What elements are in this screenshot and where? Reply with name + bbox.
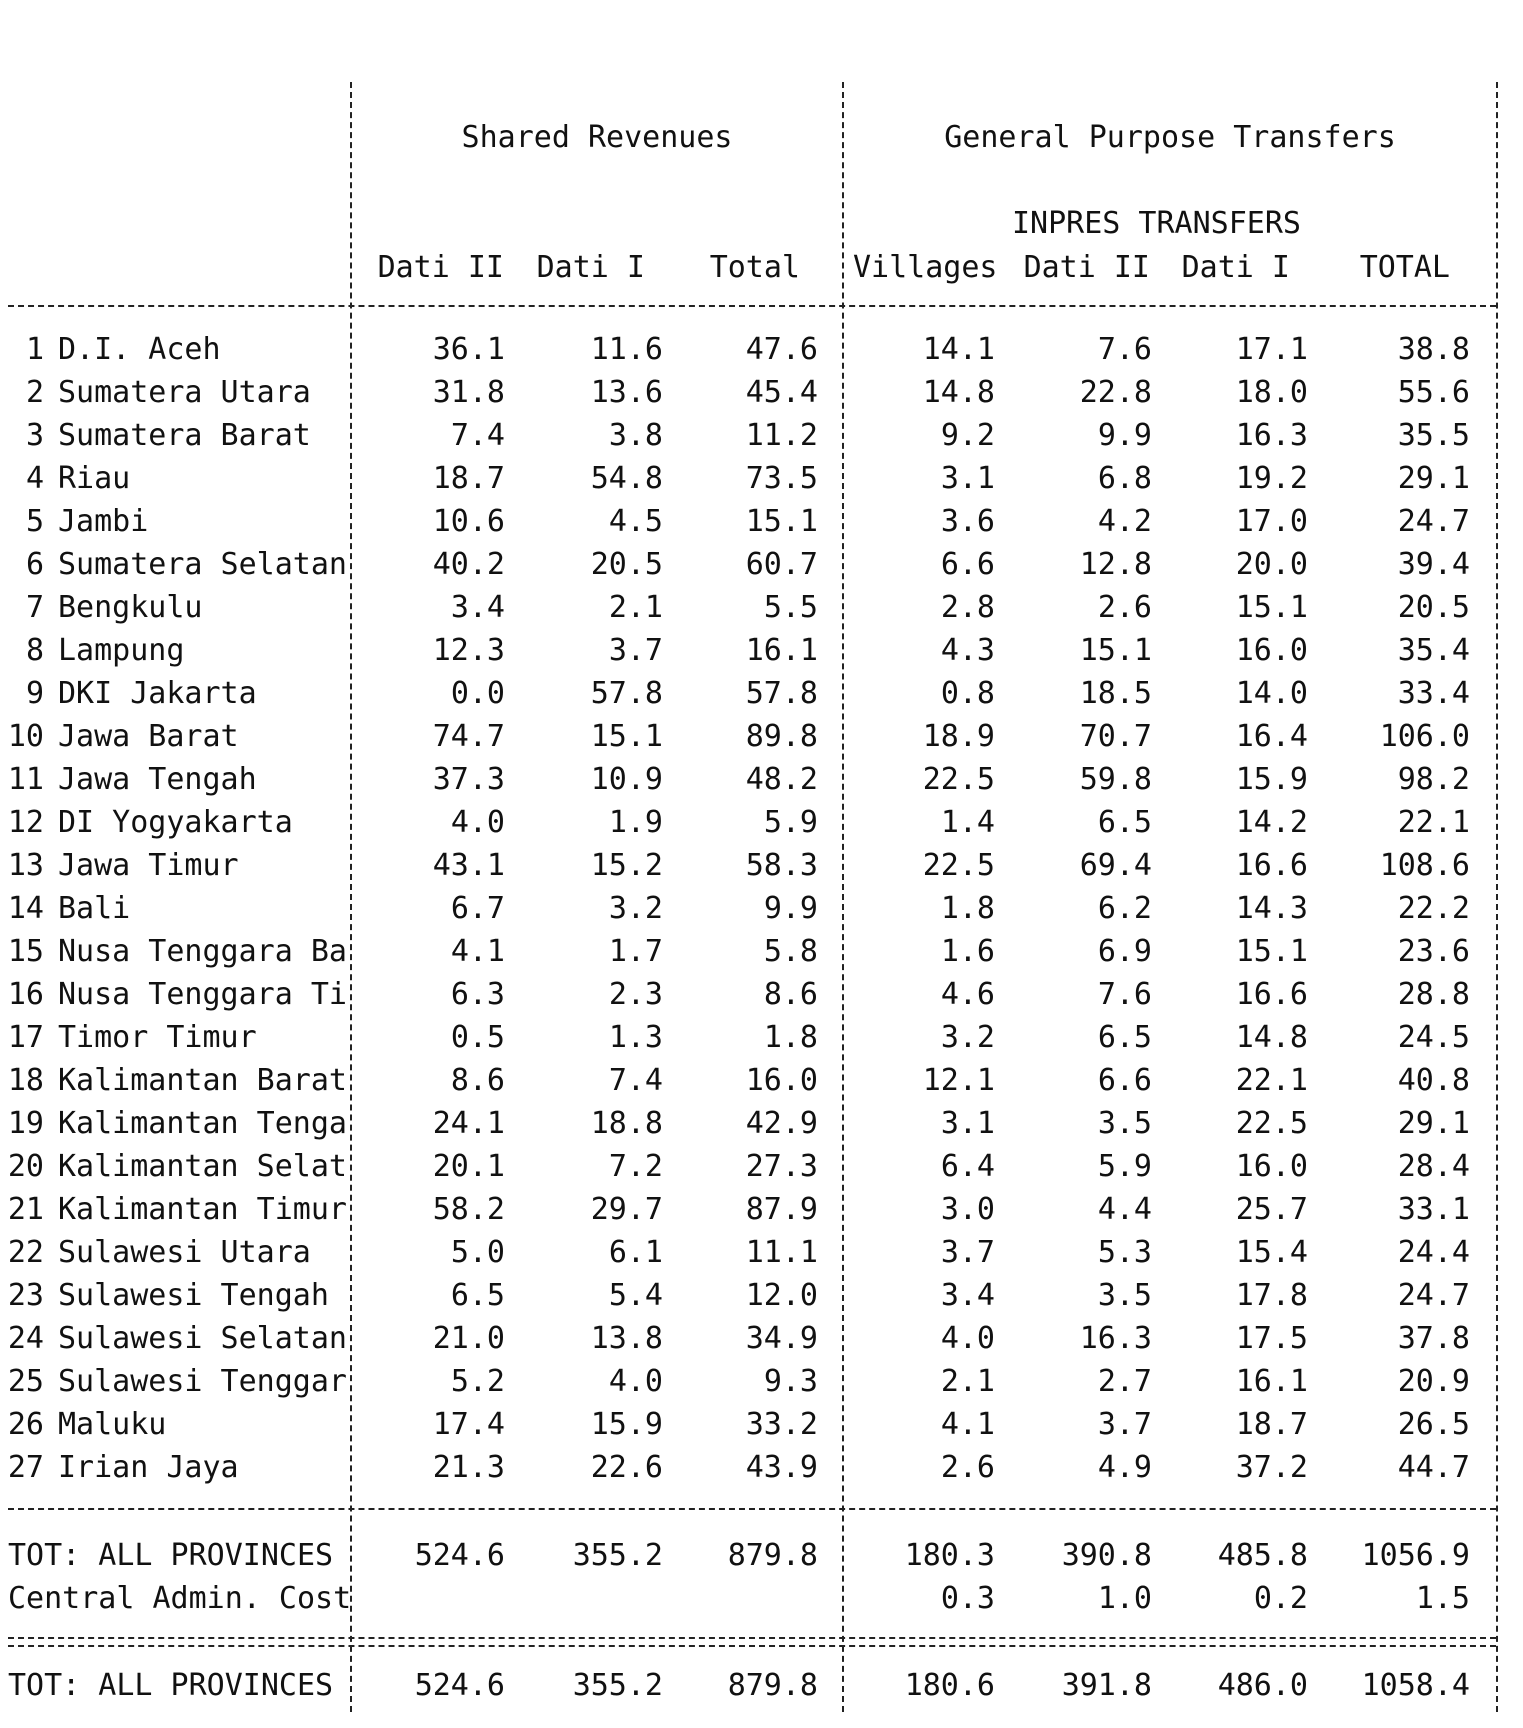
table-cell: 2.8	[940, 590, 995, 625]
total-cell: 390.8	[1061, 1538, 1152, 1573]
table-cell: 7.6	[1097, 977, 1152, 1012]
table-cell: 1.8	[940, 891, 995, 926]
province-name: DI Yogyakarta	[58, 805, 293, 840]
table-cell: 3.4	[940, 1278, 995, 1313]
table-cell: 17.1	[1235, 332, 1308, 367]
province-name: Bali	[58, 891, 131, 926]
table-cell: 27.3	[745, 1149, 818, 1184]
table-cell: 6.8	[1097, 461, 1152, 496]
table-cell: 3.7	[940, 1235, 995, 1270]
province-name: Nusa Tenggara Ti	[58, 977, 347, 1012]
table-cell: 1.3	[608, 1020, 663, 1055]
table-cell: 9.2	[940, 418, 995, 453]
table-cell: 12.8	[1079, 547, 1152, 582]
table-cell: 28.8	[1397, 977, 1470, 1012]
row-number: 21	[7, 1192, 44, 1227]
total-cell: 1.0	[1097, 1581, 1152, 1616]
table-cell: 18.5	[1079, 676, 1152, 711]
table-cell: 33.4	[1397, 676, 1470, 711]
table-cell: 25.7	[1235, 1192, 1308, 1227]
table-cell: 4.1	[450, 934, 505, 969]
table-cell: 4.0	[450, 805, 505, 840]
province-name: Jawa Tengah	[58, 762, 257, 797]
table-cell: 15.1	[590, 719, 663, 754]
row-number: 23	[7, 1278, 44, 1313]
table-cell: 3.7	[1097, 1407, 1152, 1442]
table-cell: 35.5	[1397, 418, 1470, 453]
table-cell: 15.1	[1235, 934, 1308, 969]
total-cell: 1056.9	[1361, 1538, 1470, 1573]
table-cell: 6.5	[1097, 1020, 1152, 1055]
table-cell: 15.4	[1235, 1235, 1308, 1270]
table-cell: 11.1	[745, 1235, 818, 1270]
province-name: Lampung	[58, 633, 185, 668]
table-cell: 48.2	[745, 762, 818, 797]
table-cell: 3.1	[940, 1106, 995, 1141]
table-cell: 12.0	[745, 1278, 818, 1313]
general-purpose-heading: General Purpose Transfers	[944, 120, 1396, 155]
grand-total-cell: 1058.4	[1361, 1668, 1470, 1703]
table-cell: 22.8	[1079, 375, 1152, 410]
table-cell: 20.0	[1235, 547, 1308, 582]
province-name: Jawa Timur	[58, 848, 239, 883]
table-cell: 2.6	[940, 1450, 995, 1485]
table-cell: 33.1	[1397, 1192, 1470, 1227]
table-cell: 3.8	[608, 418, 663, 453]
table-cell: 22.2	[1397, 891, 1470, 926]
table-cell: 2.1	[608, 590, 663, 625]
table-cell: 1.7	[608, 934, 663, 969]
table-cell: 5.9	[763, 805, 818, 840]
row-number: 10	[7, 719, 44, 754]
province-name: Sulawesi Tenggar	[58, 1364, 347, 1399]
table-cell: 2.7	[1097, 1364, 1152, 1399]
total-cell: 355.2	[572, 1538, 663, 1573]
table-cell: 1.6	[940, 934, 995, 969]
table-cell: 7.6	[1097, 332, 1152, 367]
table-cell: 28.4	[1397, 1149, 1470, 1184]
row-number: 16	[7, 977, 44, 1012]
col-header-total: Total	[709, 250, 800, 285]
table-cell: 37.2	[1235, 1450, 1308, 1485]
table-cell: 6.2	[1097, 891, 1152, 926]
table-cell: 108.6	[1379, 848, 1470, 883]
table-cell: 0.5	[450, 1020, 505, 1055]
table-cell: 29.7	[590, 1192, 663, 1227]
table-cell: 42.9	[745, 1106, 818, 1141]
totals-divider	[8, 1508, 1496, 1510]
table-cell: 3.0	[940, 1192, 995, 1227]
table-cell: 74.7	[432, 719, 505, 754]
row-number: 18	[7, 1063, 44, 1098]
table-cell: 15.1	[1079, 633, 1152, 668]
table-cell: 6.4	[940, 1149, 995, 1184]
table-cell: 59.8	[1079, 762, 1152, 797]
row-number: 15	[7, 934, 44, 969]
row-number: 4	[25, 461, 44, 496]
table-cell: 16.1	[745, 633, 818, 668]
table-cell: 98.2	[1397, 762, 1470, 797]
table-cell: 58.2	[432, 1192, 505, 1227]
table-cell: 40.8	[1397, 1063, 1470, 1098]
table-cell: 5.9	[1097, 1149, 1152, 1184]
table-cell: 14.2	[1235, 805, 1308, 840]
table-cell: 2.6	[1097, 590, 1152, 625]
table-cell: 18.9	[922, 719, 995, 754]
table-cell: 6.7	[450, 891, 505, 926]
table-cell: 5.4	[608, 1278, 663, 1313]
table-cell: 15.1	[745, 504, 818, 539]
table-cell: 43.1	[432, 848, 505, 883]
table-cell: 73.5	[745, 461, 818, 496]
table-cell: 17.5	[1235, 1321, 1308, 1356]
table-cell: 5.2	[450, 1364, 505, 1399]
table-cell: 16.0	[745, 1063, 818, 1098]
grand-total-cell: 524.6	[414, 1668, 505, 1703]
table-cell: 2.3	[608, 977, 663, 1012]
column-separator-right	[1496, 82, 1498, 1712]
table-cell: 18.7	[432, 461, 505, 496]
table-cell: 89.8	[745, 719, 818, 754]
province-name: Jawa Barat	[58, 719, 239, 754]
table-cell: 24.1	[432, 1106, 505, 1141]
row-number: 2	[25, 375, 44, 410]
table-cell: 17.8	[1235, 1278, 1308, 1313]
row-number: 27	[7, 1450, 44, 1485]
table-cell: 24.4	[1397, 1235, 1470, 1270]
row-number: 22	[7, 1235, 44, 1270]
province-name: Sulawesi Utara	[58, 1235, 311, 1270]
province-name: D.I. Aceh	[58, 332, 221, 367]
table-cell: 16.6	[1235, 977, 1308, 1012]
col-header-inpres-dati1: Dati I	[1181, 250, 1290, 285]
table-cell: 43.9	[745, 1450, 818, 1485]
table-cell: 15.2	[590, 848, 663, 883]
total-cell: 879.8	[727, 1538, 818, 1573]
table-cell: 14.8	[1235, 1020, 1308, 1055]
province-name: Timor Timur	[58, 1020, 257, 1055]
grand-total-cell: 486.0	[1217, 1668, 1308, 1703]
province-name: Kalimantan Selat	[58, 1149, 347, 1184]
province-name: Sumatera Barat	[58, 418, 311, 453]
table-cell: 8.6	[763, 977, 818, 1012]
row-number: 25	[7, 1364, 44, 1399]
table-cell: 39.4	[1397, 547, 1470, 582]
table-cell: 20.5	[590, 547, 663, 582]
table-cell: 45.4	[745, 375, 818, 410]
grand-total-cell: 391.8	[1061, 1668, 1152, 1703]
grand-total-cell: 355.2	[572, 1668, 663, 1703]
table-cell: 6.1	[608, 1235, 663, 1270]
table-cell: 15.9	[590, 1407, 663, 1442]
row-number: 6	[25, 547, 44, 582]
table-cell: 35.4	[1397, 633, 1470, 668]
table-cell: 9.3	[763, 1364, 818, 1399]
table-cell: 4.5	[608, 504, 663, 539]
table-cell: 10.9	[590, 762, 663, 797]
row-number: 3	[25, 418, 44, 453]
row-number: 5	[25, 504, 44, 539]
table-cell: 13.8	[590, 1321, 663, 1356]
table-cell: 20.1	[432, 1149, 505, 1184]
table-cell: 7.4	[608, 1063, 663, 1098]
table-cell: 22.5	[922, 762, 995, 797]
table-cell: 16.6	[1235, 848, 1308, 883]
table-cell: 7.2	[608, 1149, 663, 1184]
table-cell: 22.1	[1235, 1063, 1308, 1098]
table-cell: 34.9	[745, 1321, 818, 1356]
col-header-villages: Villages	[853, 250, 998, 285]
table-cell: 36.1	[432, 332, 505, 367]
province-name: Jambi	[58, 504, 149, 539]
table-cell: 24.5	[1397, 1020, 1470, 1055]
table-cell: 4.4	[1097, 1192, 1152, 1227]
row-number: 14	[7, 891, 44, 926]
table-cell: 14.0	[1235, 676, 1308, 711]
table-cell: 5.0	[450, 1235, 505, 1270]
table-cell: 16.4	[1235, 719, 1308, 754]
table-cell: 54.8	[590, 461, 663, 496]
col-header-dati2: Dati II	[377, 250, 504, 285]
table-cell: 14.8	[922, 375, 995, 410]
grand-total-cell: 879.8	[727, 1668, 818, 1703]
table-cell: 11.6	[590, 332, 663, 367]
row-number: 11	[7, 762, 44, 797]
row-number: 9	[25, 676, 44, 711]
province-name: Irian Jaya	[58, 1450, 239, 1485]
table-cell: 15.9	[1235, 762, 1308, 797]
table-cell: 106.0	[1379, 719, 1470, 754]
province-name: Sulawesi Tengah	[58, 1278, 329, 1313]
table-cell: 17.0	[1235, 504, 1308, 539]
row-number: 1	[25, 332, 44, 367]
table-cell: 16.3	[1235, 418, 1308, 453]
table-cell: 16.1	[1235, 1364, 1308, 1399]
province-name: Kalimantan Tenga	[58, 1106, 347, 1141]
table-cell: 6.3	[450, 977, 505, 1012]
table-cell: 57.8	[590, 676, 663, 711]
grand-total-label: TOT: ALL PROVINCES	[8, 1668, 334, 1703]
row-number: 7	[25, 590, 44, 625]
double-rule-lower	[8, 1645, 1496, 1647]
table-cell: 3.6	[940, 504, 995, 539]
grand-total-cell: 180.6	[904, 1668, 995, 1703]
province-name: Sulawesi Selatan	[58, 1321, 347, 1356]
province-name: Bengkulu	[58, 590, 203, 625]
table-cell: 9.9	[763, 891, 818, 926]
table-cell: 6.6	[1097, 1063, 1152, 1098]
row-number: 8	[25, 633, 44, 668]
table-cell: 3.2	[940, 1020, 995, 1055]
table-cell: 19.2	[1235, 461, 1308, 496]
table-cell: 3.2	[608, 891, 663, 926]
table-cell: 40.2	[432, 547, 505, 582]
row-number: 20	[7, 1149, 44, 1184]
table-cell: 37.8	[1397, 1321, 1470, 1356]
double-rule	[8, 1637, 1496, 1639]
table-cell: 0.8	[940, 676, 995, 711]
table-cell: 29.1	[1397, 461, 1470, 496]
row-number: 26	[7, 1407, 44, 1442]
row-number: 12	[7, 805, 44, 840]
table-cell: 4.6	[940, 977, 995, 1012]
table-cell: 23.6	[1397, 934, 1470, 969]
table-cell: 3.5	[1097, 1106, 1152, 1141]
table-cell: 5.5	[763, 590, 818, 625]
total-cell: 0.2	[1253, 1581, 1308, 1616]
table-cell: 16.0	[1235, 633, 1308, 668]
table-cell: 1.4	[940, 805, 995, 840]
table-cell: 29.1	[1397, 1106, 1470, 1141]
table-cell: 17.4	[432, 1407, 505, 1442]
column-separator-left	[350, 82, 352, 1712]
table-cell: 5.8	[763, 934, 818, 969]
province-name: Sumatera Utara	[58, 375, 311, 410]
shared-revenues-heading: Shared Revenues	[461, 120, 733, 155]
province-name: Riau	[58, 461, 131, 496]
table-cell: 13.6	[590, 375, 663, 410]
table-cell: 3.1	[940, 461, 995, 496]
table-cell: 4.9	[1097, 1450, 1152, 1485]
table-cell: 16.3	[1079, 1321, 1152, 1356]
row-number: 24	[7, 1321, 44, 1356]
table-cell: 24.7	[1397, 504, 1470, 539]
row-number: 17	[7, 1020, 44, 1055]
inpres-heading: INPRES TRANSFERS	[1012, 206, 1301, 241]
column-separator-middle	[842, 82, 844, 1712]
table-cell: 12.3	[432, 633, 505, 668]
table-cell: 11.2	[745, 418, 818, 453]
table-cell: 3.4	[450, 590, 505, 625]
col-header-inpres-dati2: Dati II	[1023, 250, 1150, 285]
table-cell: 7.4	[450, 418, 505, 453]
province-name: Kalimantan Timur	[58, 1192, 347, 1227]
table-cell: 1.9	[608, 805, 663, 840]
table-cell: 4.0	[940, 1321, 995, 1356]
table-cell: 47.6	[745, 332, 818, 367]
total-label: TOT: ALL PROVINCES	[8, 1538, 334, 1573]
table-cell: 9.9	[1097, 418, 1152, 453]
table-cell: 6.5	[1097, 805, 1152, 840]
table-cell: 22.5	[922, 848, 995, 883]
total-cell: 180.3	[904, 1538, 995, 1573]
table-cell: 22.6	[590, 1450, 663, 1485]
total-label: Central Admin. Cost	[8, 1581, 352, 1616]
table-cell: 1.8	[763, 1020, 818, 1055]
province-name: Maluku	[58, 1407, 167, 1442]
table-cell: 18.0	[1235, 375, 1308, 410]
table-cell: 10.6	[432, 504, 505, 539]
table-cell: 4.1	[940, 1407, 995, 1442]
total-cell: 524.6	[414, 1538, 505, 1573]
table-cell: 26.5	[1397, 1407, 1470, 1442]
table-cell: 16.0	[1235, 1149, 1308, 1184]
col-header-dati1: Dati I	[536, 250, 645, 285]
table-cell: 87.9	[745, 1192, 818, 1227]
table-cell: 8.6	[450, 1063, 505, 1098]
province-name: DKI Jakarta	[58, 676, 257, 711]
table-cell: 22.1	[1397, 805, 1470, 840]
table-cell: 6.5	[450, 1278, 505, 1313]
table-cell: 2.1	[940, 1364, 995, 1399]
table-cell: 24.7	[1397, 1278, 1470, 1313]
table-cell: 3.7	[608, 633, 663, 668]
col-header-grand-total: TOTAL	[1359, 250, 1450, 285]
table-cell: 31.8	[432, 375, 505, 410]
table-cell: 57.8	[745, 676, 818, 711]
table-cell: 15.1	[1235, 590, 1308, 625]
table-cell: 18.8	[590, 1106, 663, 1141]
total-cell: 1.5	[1415, 1581, 1470, 1616]
table-cell: 58.3	[745, 848, 818, 883]
table-cell: 21.3	[432, 1450, 505, 1485]
header-divider	[8, 305, 1496, 307]
table-cell: 14.1	[922, 332, 995, 367]
table-cell: 20.9	[1397, 1364, 1470, 1399]
table-cell: 3.5	[1097, 1278, 1152, 1313]
table-cell: 0.0	[450, 676, 505, 711]
table-cell: 6.9	[1097, 934, 1152, 969]
row-number: 19	[7, 1106, 44, 1141]
table-cell: 4.3	[940, 633, 995, 668]
table-cell: 21.0	[432, 1321, 505, 1356]
table-cell: 4.0	[608, 1364, 663, 1399]
province-name: Kalimantan Barat	[58, 1063, 347, 1098]
table-cell: 60.7	[745, 547, 818, 582]
row-number: 13	[7, 848, 44, 883]
table-cell: 5.3	[1097, 1235, 1152, 1270]
table-cell: 4.2	[1097, 504, 1152, 539]
table-cell: 20.5	[1397, 590, 1470, 625]
table-cell: 37.3	[432, 762, 505, 797]
province-name: Nusa Tenggara Ba	[58, 934, 347, 969]
province-name: Sumatera Selatan	[58, 547, 347, 582]
table-cell: 18.7	[1235, 1407, 1308, 1442]
table-cell: 14.3	[1235, 891, 1308, 926]
table-cell: 70.7	[1079, 719, 1152, 754]
table-cell: 69.4	[1079, 848, 1152, 883]
table-cell: 38.8	[1397, 332, 1470, 367]
table-cell: 44.7	[1397, 1450, 1470, 1485]
total-cell: 485.8	[1217, 1538, 1308, 1573]
table-cell: 33.2	[745, 1407, 818, 1442]
table-cell: 55.6	[1397, 375, 1470, 410]
table-cell: 22.5	[1235, 1106, 1308, 1141]
table-cell: 12.1	[922, 1063, 995, 1098]
total-cell: 0.3	[940, 1581, 995, 1616]
table-cell: 6.6	[940, 547, 995, 582]
